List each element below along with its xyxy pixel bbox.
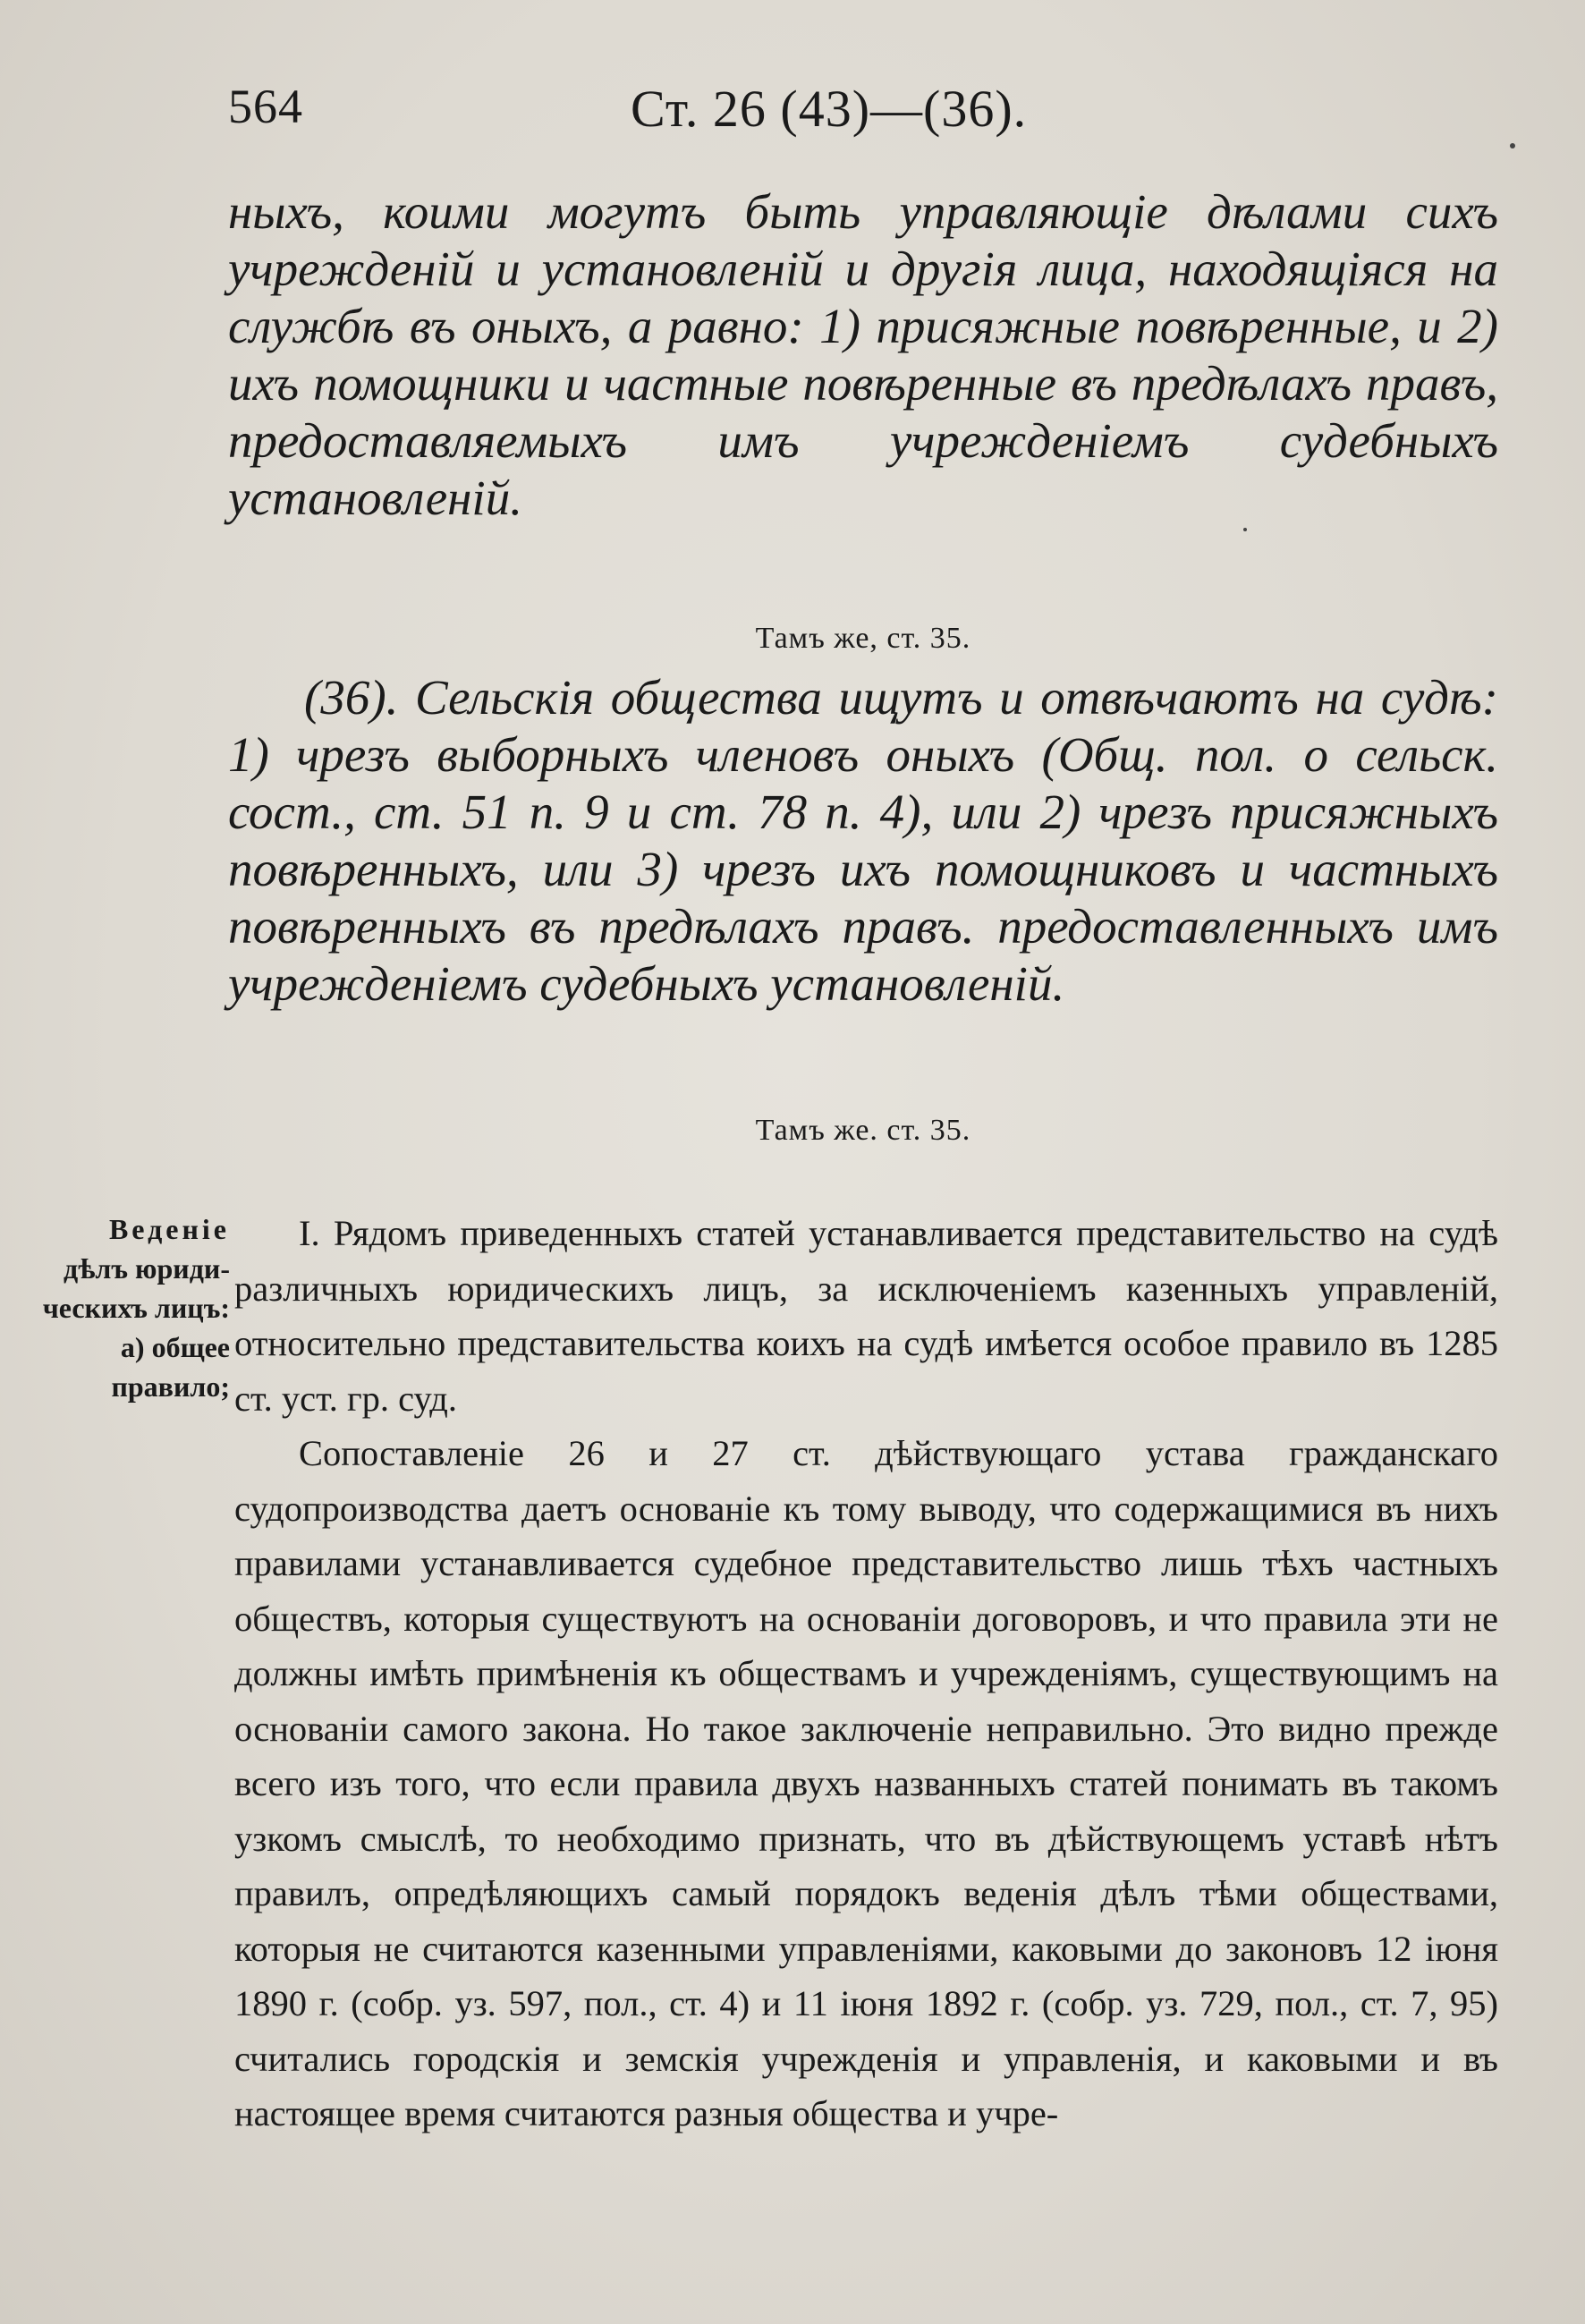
- margin-note: [20, 1209, 230, 1406]
- source-reference-1: Тамъ же, ст. 35.: [755, 622, 971, 655]
- margin-note-line: дѣлъ юриди-: [64, 1252, 230, 1285]
- margin-note-line: правило;: [111, 1370, 230, 1403]
- article-continuation-text: ныхъ, коими могутъ быть управляющіе дѣлами сихъ учрежденій и установленій и другія лица, находящіяся на службѣ въ оныхъ, а равно: 1) присяжные повѣренные, и 2) ихъ помощники и частные повѣренные въ предѣлахъ правъ, предоставляемыхъ имъ учрежденіемъ судебныхъ установленій.: [228, 184, 1498, 525]
- margin-note-line: Веденіе: [108, 1213, 230, 1245]
- page-number: 564: [228, 80, 303, 133]
- source-reference-2: Тамъ же. ст. 35.: [755, 1114, 971, 1147]
- print-speck: [1243, 528, 1247, 531]
- article-continuation: [228, 183, 1498, 527]
- article-36-text: (36). Сельскія общества ищутъ и отвѣчаютъ на судѣ: 1) чрезъ выборныхъ членовъ оныхъ (Общ. пол. о сельск. сост., ст. 51 п. 9 и ст. 78 п. 4), или 2) чрезъ присяжныхъ повѣренныхъ, или 3) чрезъ ихъ помощниковъ и частныхъ повѣренныхъ въ предѣлахъ правъ. предоставленныхъ имъ учрежденіемъ судебныхъ установленій.: [228, 670, 1498, 1011]
- commentary-paragraph: I. Рядомъ приведенныхъ статей устанавливается представительство на судѣ различныхъ юридическихъ лицъ, за исключеніемъ казенныхъ управленій, относительно представительства коихъ на судѣ имѣется особое правило въ 1285 ст. уст. гр. суд.: [234, 1213, 1498, 1419]
- margin-note-line: а) общее: [120, 1331, 230, 1363]
- article-36: [228, 669, 1498, 1013]
- commentary-paragraph: Сопоставленіе 26 и 27 ст. дѣйствующаго устава гражданскаго судопроизводства даетъ основаніе къ тому выводу, что содержащимися въ нихъ правилами устанавливается судебное представительство лишь тѣхъ частныхъ обществъ, которыя существуютъ на основаніи договоровъ, и что правила эти не должны имѣть примѣненія къ обществамъ и учрежденіямъ, существующимъ на основаніи самого закона. Но такое заключеніе неправильно. Это видно прежде всего изъ того, что если правила двухъ названныхъ статей понимать въ такомъ узкомъ смыслѣ, то необходимо признать, что въ дѣйствующемъ уставѣ нѣтъ правилъ, опредѣляющихъ самый порядокъ веденія дѣлъ тѣми обществами, которыя не считаются казенными управленіями, каковыми до законовъ 12 іюня 1890 г. (собр. уз. 597, пол., ст. 4) и 11 іюня 1892 г. (собр. уз. 729, пол., ст. 7, 95) считались городскія и земскія учрежденія и управленія, и каковыми и въ настоящее время считаются разныя общества и учре-: [234, 1433, 1498, 2133]
- page-header: [228, 79, 1498, 150]
- commentary: [234, 1206, 1498, 2142]
- margin-note-line: ческихъ лицъ:: [42, 1292, 230, 1324]
- print-speck: [1510, 143, 1515, 148]
- running-title: Ст. 26 (43)—(36).: [631, 80, 1028, 138]
